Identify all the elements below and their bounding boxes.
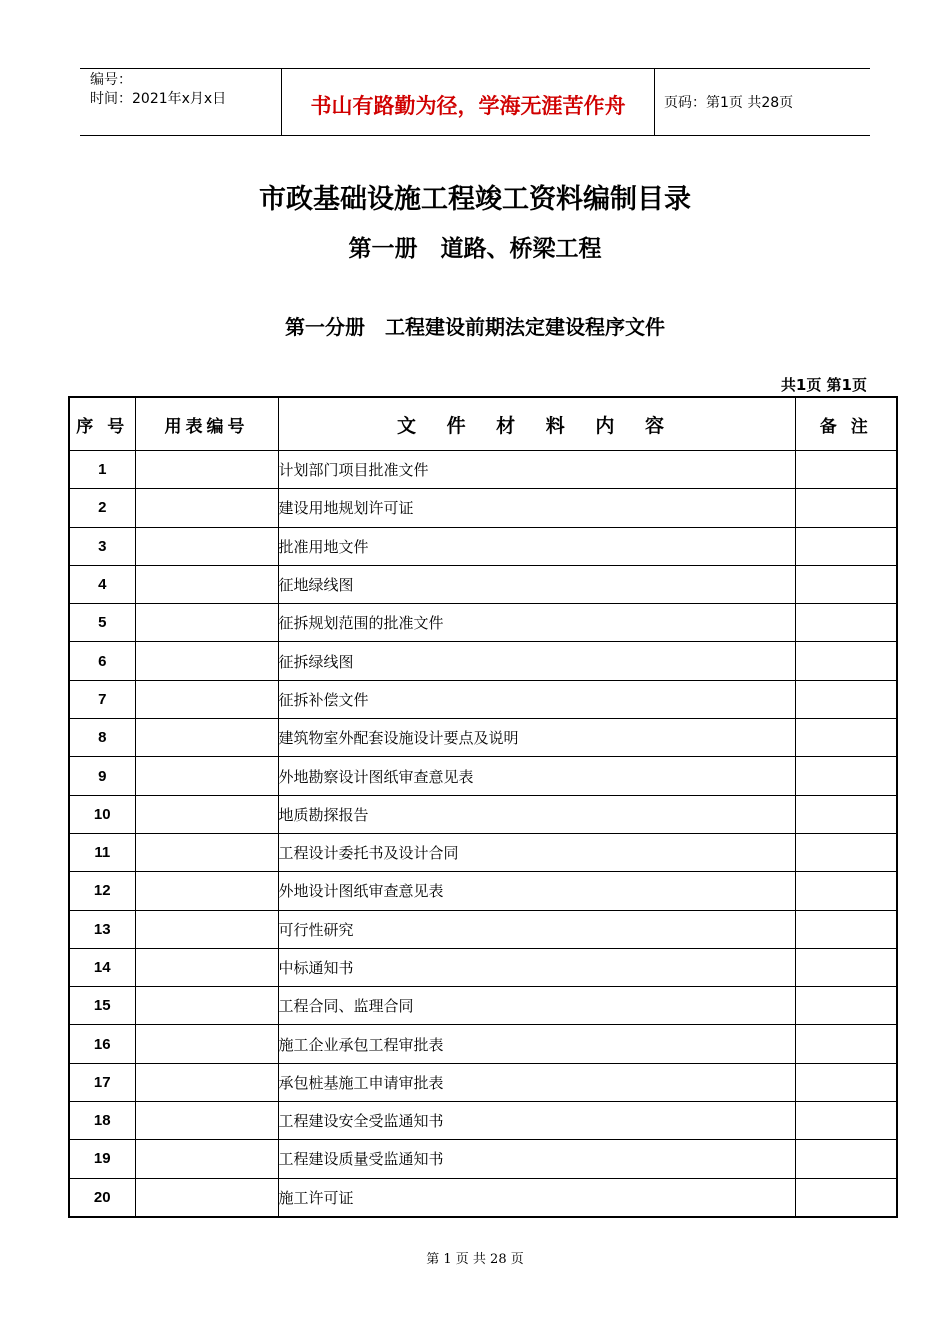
row-note [795, 642, 897, 680]
row-form [135, 833, 278, 871]
row-form [135, 1025, 278, 1063]
row-no: 13 [69, 910, 135, 948]
table-row [69, 1063, 897, 1101]
row-form [135, 910, 278, 948]
table-row [69, 719, 897, 757]
row-content: 建设用地规划许可证 [278, 489, 795, 527]
row-no: 11 [69, 833, 135, 871]
row-content: 施工企业承包工程审批表 [278, 1025, 795, 1063]
row-form [135, 987, 278, 1025]
header-top-rule [80, 68, 870, 69]
row-content: 施工许可证 [278, 1178, 795, 1217]
row-form [135, 757, 278, 795]
row-content: 计划部门项目批准文件 [278, 451, 795, 489]
row-note [795, 757, 897, 795]
row-content: 征拆补偿文件 [278, 680, 795, 718]
row-note [795, 489, 897, 527]
row-note [795, 833, 897, 871]
row-no: 17 [69, 1063, 135, 1101]
row-no: 3 [69, 527, 135, 565]
row-no: 8 [69, 719, 135, 757]
row-no: 5 [69, 604, 135, 642]
row-note [795, 527, 897, 565]
row-form [135, 795, 278, 833]
table-row [69, 642, 897, 680]
row-form [135, 872, 278, 910]
row-note [795, 1025, 897, 1063]
header-time-label: 时间：2021年x月x日 [90, 91, 227, 107]
row-content: 外地设计图纸审查意见表 [278, 872, 795, 910]
row-content: 可行性研究 [278, 910, 795, 948]
row-content: 工程建设质量受监通知书 [278, 1140, 795, 1178]
volume-title: 第一册 道路、桥梁工程 [348, 236, 602, 262]
header-motto: 书山有路勤为径，学海无涯苦作舟 [310, 93, 626, 118]
row-note [795, 1102, 897, 1140]
row-form [135, 1063, 278, 1101]
page-indicator: 共1页 第1页 [780, 376, 867, 394]
table-row [69, 604, 897, 642]
row-no: 9 [69, 757, 135, 795]
row-no: 1 [69, 451, 135, 489]
row-form [135, 604, 278, 642]
header-code-label: 编号： [90, 72, 132, 88]
header-divider-right [654, 69, 655, 136]
table-row [69, 910, 897, 948]
row-content: 征拆规划范围的批准文件 [278, 604, 795, 642]
table-row [69, 1025, 897, 1063]
row-content: 征地绿线图 [278, 565, 795, 603]
row-form [135, 642, 278, 680]
document-table [68, 396, 898, 1218]
row-content: 地质勘探报告 [278, 795, 795, 833]
row-no: 14 [69, 948, 135, 986]
table-row [69, 489, 897, 527]
header-bottom-rule [80, 135, 870, 136]
table-row [69, 987, 897, 1025]
section-title: 第一分册 工程建设前期法定建设程序文件 [285, 315, 665, 339]
table-row [69, 872, 897, 910]
table-row [69, 948, 897, 986]
table-row [69, 1140, 897, 1178]
page-footer: 第 1 页 共 28 页 [426, 1252, 524, 1267]
row-content: 中标通知书 [278, 948, 795, 986]
row-form [135, 680, 278, 718]
row-no: 12 [69, 872, 135, 910]
row-form [135, 451, 278, 489]
row-form [135, 1140, 278, 1178]
header-note: 备 注 [795, 397, 897, 451]
row-note [795, 719, 897, 757]
row-note [795, 948, 897, 986]
table-row [69, 1102, 897, 1140]
row-content: 工程建设安全受监通知书 [278, 1102, 795, 1140]
row-note [795, 795, 897, 833]
header-content: 文 件 材 料 内 容 [278, 397, 795, 451]
table-row [69, 1178, 897, 1217]
table-row [69, 527, 897, 565]
row-no: 10 [69, 795, 135, 833]
header-form-no: 用表编号 [135, 397, 278, 451]
row-note [795, 680, 897, 718]
header-seq: 序 号 [69, 397, 135, 451]
table-row [69, 680, 897, 718]
row-note [795, 987, 897, 1025]
row-content: 建筑物室外配套设施设计要点及说明 [278, 719, 795, 757]
row-note [795, 565, 897, 603]
row-form [135, 527, 278, 565]
table-row [69, 833, 897, 871]
header-page-code: 页码：第1页 共28页 [664, 95, 794, 111]
row-note [795, 604, 897, 642]
row-note [795, 910, 897, 948]
row-form [135, 948, 278, 986]
row-note [795, 872, 897, 910]
table-row [69, 565, 897, 603]
row-form [135, 1178, 278, 1217]
row-form [135, 565, 278, 603]
row-no: 19 [69, 1140, 135, 1178]
row-content: 工程设计委托书及设计合同 [278, 833, 795, 871]
row-note [795, 1178, 897, 1217]
table-row [69, 795, 897, 833]
row-content: 批准用地文件 [278, 527, 795, 565]
row-note [795, 1063, 897, 1101]
row-no: 16 [69, 1025, 135, 1063]
row-content: 征拆绿线图 [278, 642, 795, 680]
table-row [69, 451, 897, 489]
row-content: 工程合同、监理合同 [278, 987, 795, 1025]
row-no: 6 [69, 642, 135, 680]
row-note [795, 1140, 897, 1178]
table-header-row [69, 397, 897, 451]
main-title: 市政基础设施工程竣工资料编制目录 [259, 184, 691, 215]
row-no: 18 [69, 1102, 135, 1140]
row-form [135, 719, 278, 757]
row-content: 承包桩基施工申请审批表 [278, 1063, 795, 1101]
header-divider-left [281, 69, 282, 136]
table-row [69, 757, 897, 795]
row-no: 4 [69, 565, 135, 603]
row-no: 7 [69, 680, 135, 718]
row-no: 15 [69, 987, 135, 1025]
row-form [135, 489, 278, 527]
row-form [135, 1102, 278, 1140]
row-no: 20 [69, 1178, 135, 1217]
row-no: 2 [69, 489, 135, 527]
row-note [795, 451, 897, 489]
row-content: 外地勘察设计图纸审查意见表 [278, 757, 795, 795]
